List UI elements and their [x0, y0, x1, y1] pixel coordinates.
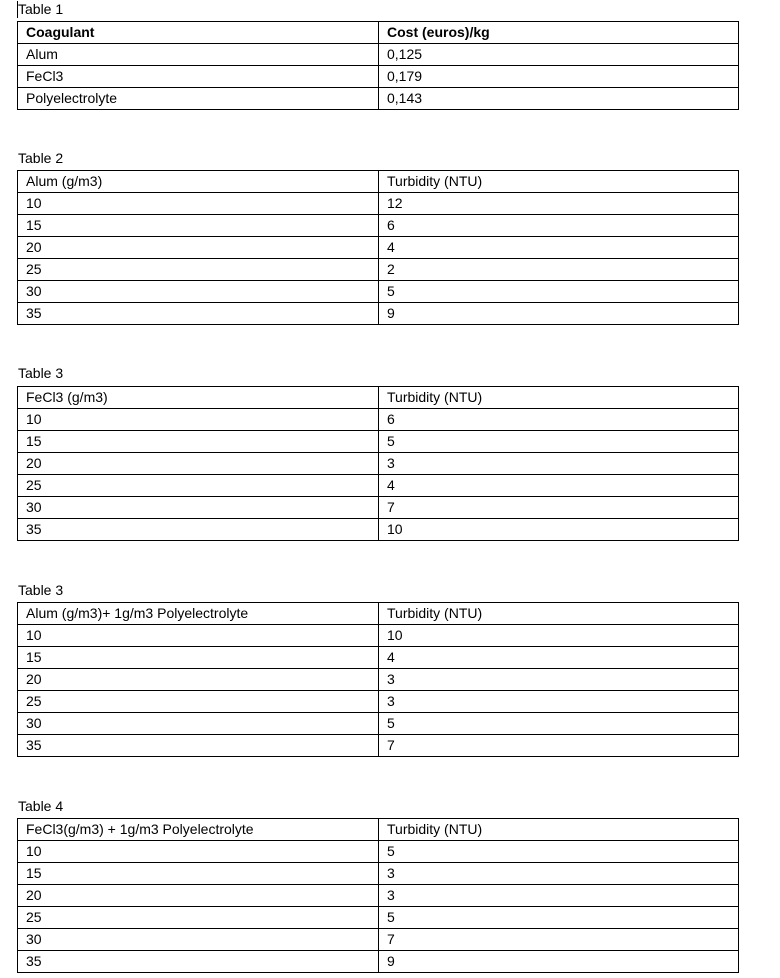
table-header-cell: Turbidity (NTU) [379, 387, 739, 409]
table-cell: 0,143 [379, 88, 739, 110]
table-cell: 5 [379, 431, 739, 453]
table-cell: 30 [18, 281, 379, 303]
table-row [18, 303, 739, 325]
table-cell: 15 [18, 431, 379, 453]
table-cell: 4 [379, 647, 739, 669]
table-cell: 15 [18, 215, 379, 237]
table-cell: 25 [18, 475, 379, 497]
table-cell: 35 [18, 735, 379, 757]
table-cell: 20 [18, 237, 379, 259]
table-row [18, 44, 739, 66]
table-cell: 10 [379, 519, 739, 541]
table-row [18, 193, 739, 215]
table-cell: 0,125 [379, 44, 739, 66]
table-cell: 3 [379, 863, 739, 885]
table-4 [17, 818, 739, 973]
table-cell: 5 [379, 713, 739, 735]
table-cell: 9 [379, 951, 739, 973]
table-row [18, 669, 739, 691]
table-cell: 30 [18, 713, 379, 735]
table-cell: 30 [18, 929, 379, 951]
table-cell: 30 [18, 497, 379, 519]
table-row [18, 647, 739, 669]
table-row [18, 691, 739, 713]
table-header-row [18, 171, 739, 193]
table-3-caption: Table 3 [18, 365, 64, 381]
table-header-cell: Alum (g/m3)+ 1g/m3 Polyelectrolyte [18, 603, 379, 625]
table-cell: 0,179 [379, 66, 739, 88]
table-cell: 3 [379, 691, 739, 713]
table-row [18, 88, 739, 110]
table-cell: 6 [379, 409, 739, 431]
table-cell: 20 [18, 669, 379, 691]
table-row [18, 453, 739, 475]
table-cell: 3 [379, 885, 739, 907]
table-header-cell: FeCl3(g/m3) + 1g/m3 Polyelectrolyte [18, 819, 379, 841]
table-cell: 25 [18, 907, 379, 929]
table-cell: FeCl3 [18, 66, 379, 88]
table-2-caption: Table 2 [18, 150, 64, 166]
table-row [18, 497, 739, 519]
table-header-cell: FeCl3 (g/m3) [18, 387, 379, 409]
table-row [18, 907, 739, 929]
table-header-row [18, 603, 739, 625]
table-row [18, 713, 739, 735]
table-cell: 20 [18, 453, 379, 475]
table-row [18, 281, 739, 303]
table-cell: 5 [379, 841, 739, 863]
table-row [18, 841, 739, 863]
table-row [18, 735, 739, 757]
table-cell: 35 [18, 303, 379, 325]
table-cell: 3 [379, 453, 739, 475]
table-header-row [18, 819, 739, 841]
table-cell: 5 [379, 281, 739, 303]
table-header-cell: Turbidity (NTU) [379, 819, 739, 841]
table-cell: 7 [379, 735, 739, 757]
table-cell: 35 [18, 519, 379, 541]
table-row [18, 863, 739, 885]
table-cell: 15 [18, 647, 379, 669]
table-cell: 10 [18, 841, 379, 863]
table-cell: 10 [18, 625, 379, 647]
table-3b-caption: Table 3 [18, 582, 64, 598]
table-cell: 5 [379, 907, 739, 929]
table-row [18, 237, 739, 259]
table-3b [17, 602, 739, 757]
table-cell: 25 [18, 691, 379, 713]
table-cell: 20 [18, 885, 379, 907]
table-1 [17, 21, 739, 110]
table-4-caption: Table 4 [18, 798, 64, 814]
table-header-cell: Turbidity (NTU) [379, 603, 739, 625]
table-row [18, 951, 739, 973]
table-cell: 12 [379, 193, 739, 215]
table-row [18, 885, 739, 907]
table-row [18, 929, 739, 951]
table-3 [17, 386, 739, 541]
table-header-cell: Cost (euros)/kg [379, 22, 739, 44]
table-cell: 6 [379, 215, 739, 237]
table-cell: 15 [18, 863, 379, 885]
table-cell: 4 [379, 475, 739, 497]
table-row [18, 215, 739, 237]
table-header-row [18, 22, 739, 44]
table-cell: 9 [379, 303, 739, 325]
table-row [18, 519, 739, 541]
table-header-cell: Turbidity (NTU) [379, 171, 739, 193]
table-cell: 7 [379, 497, 739, 519]
table-row [18, 409, 739, 431]
table-row [18, 66, 739, 88]
table-cell: Alum [18, 44, 379, 66]
table-cell: 35 [18, 951, 379, 973]
table-2 [17, 170, 739, 325]
table-cell: 4 [379, 237, 739, 259]
table-cell: 10 [18, 409, 379, 431]
table-row [18, 475, 739, 497]
table-cell: 2 [379, 259, 739, 281]
table-header-cell: Alum (g/m3) [18, 171, 379, 193]
table-cell: 10 [379, 625, 739, 647]
table-row [18, 431, 739, 453]
table-header-row [18, 387, 739, 409]
table-row [18, 625, 739, 647]
table-cell: 7 [379, 929, 739, 951]
table-cell: 10 [18, 193, 379, 215]
table-cell: Polyelectrolyte [18, 88, 379, 110]
table-header-cell: Coagulant [18, 22, 379, 44]
table-row [18, 259, 739, 281]
table-cell: 25 [18, 259, 379, 281]
table-1-caption: Table 1 [18, 1, 64, 17]
table-cell: 3 [379, 669, 739, 691]
